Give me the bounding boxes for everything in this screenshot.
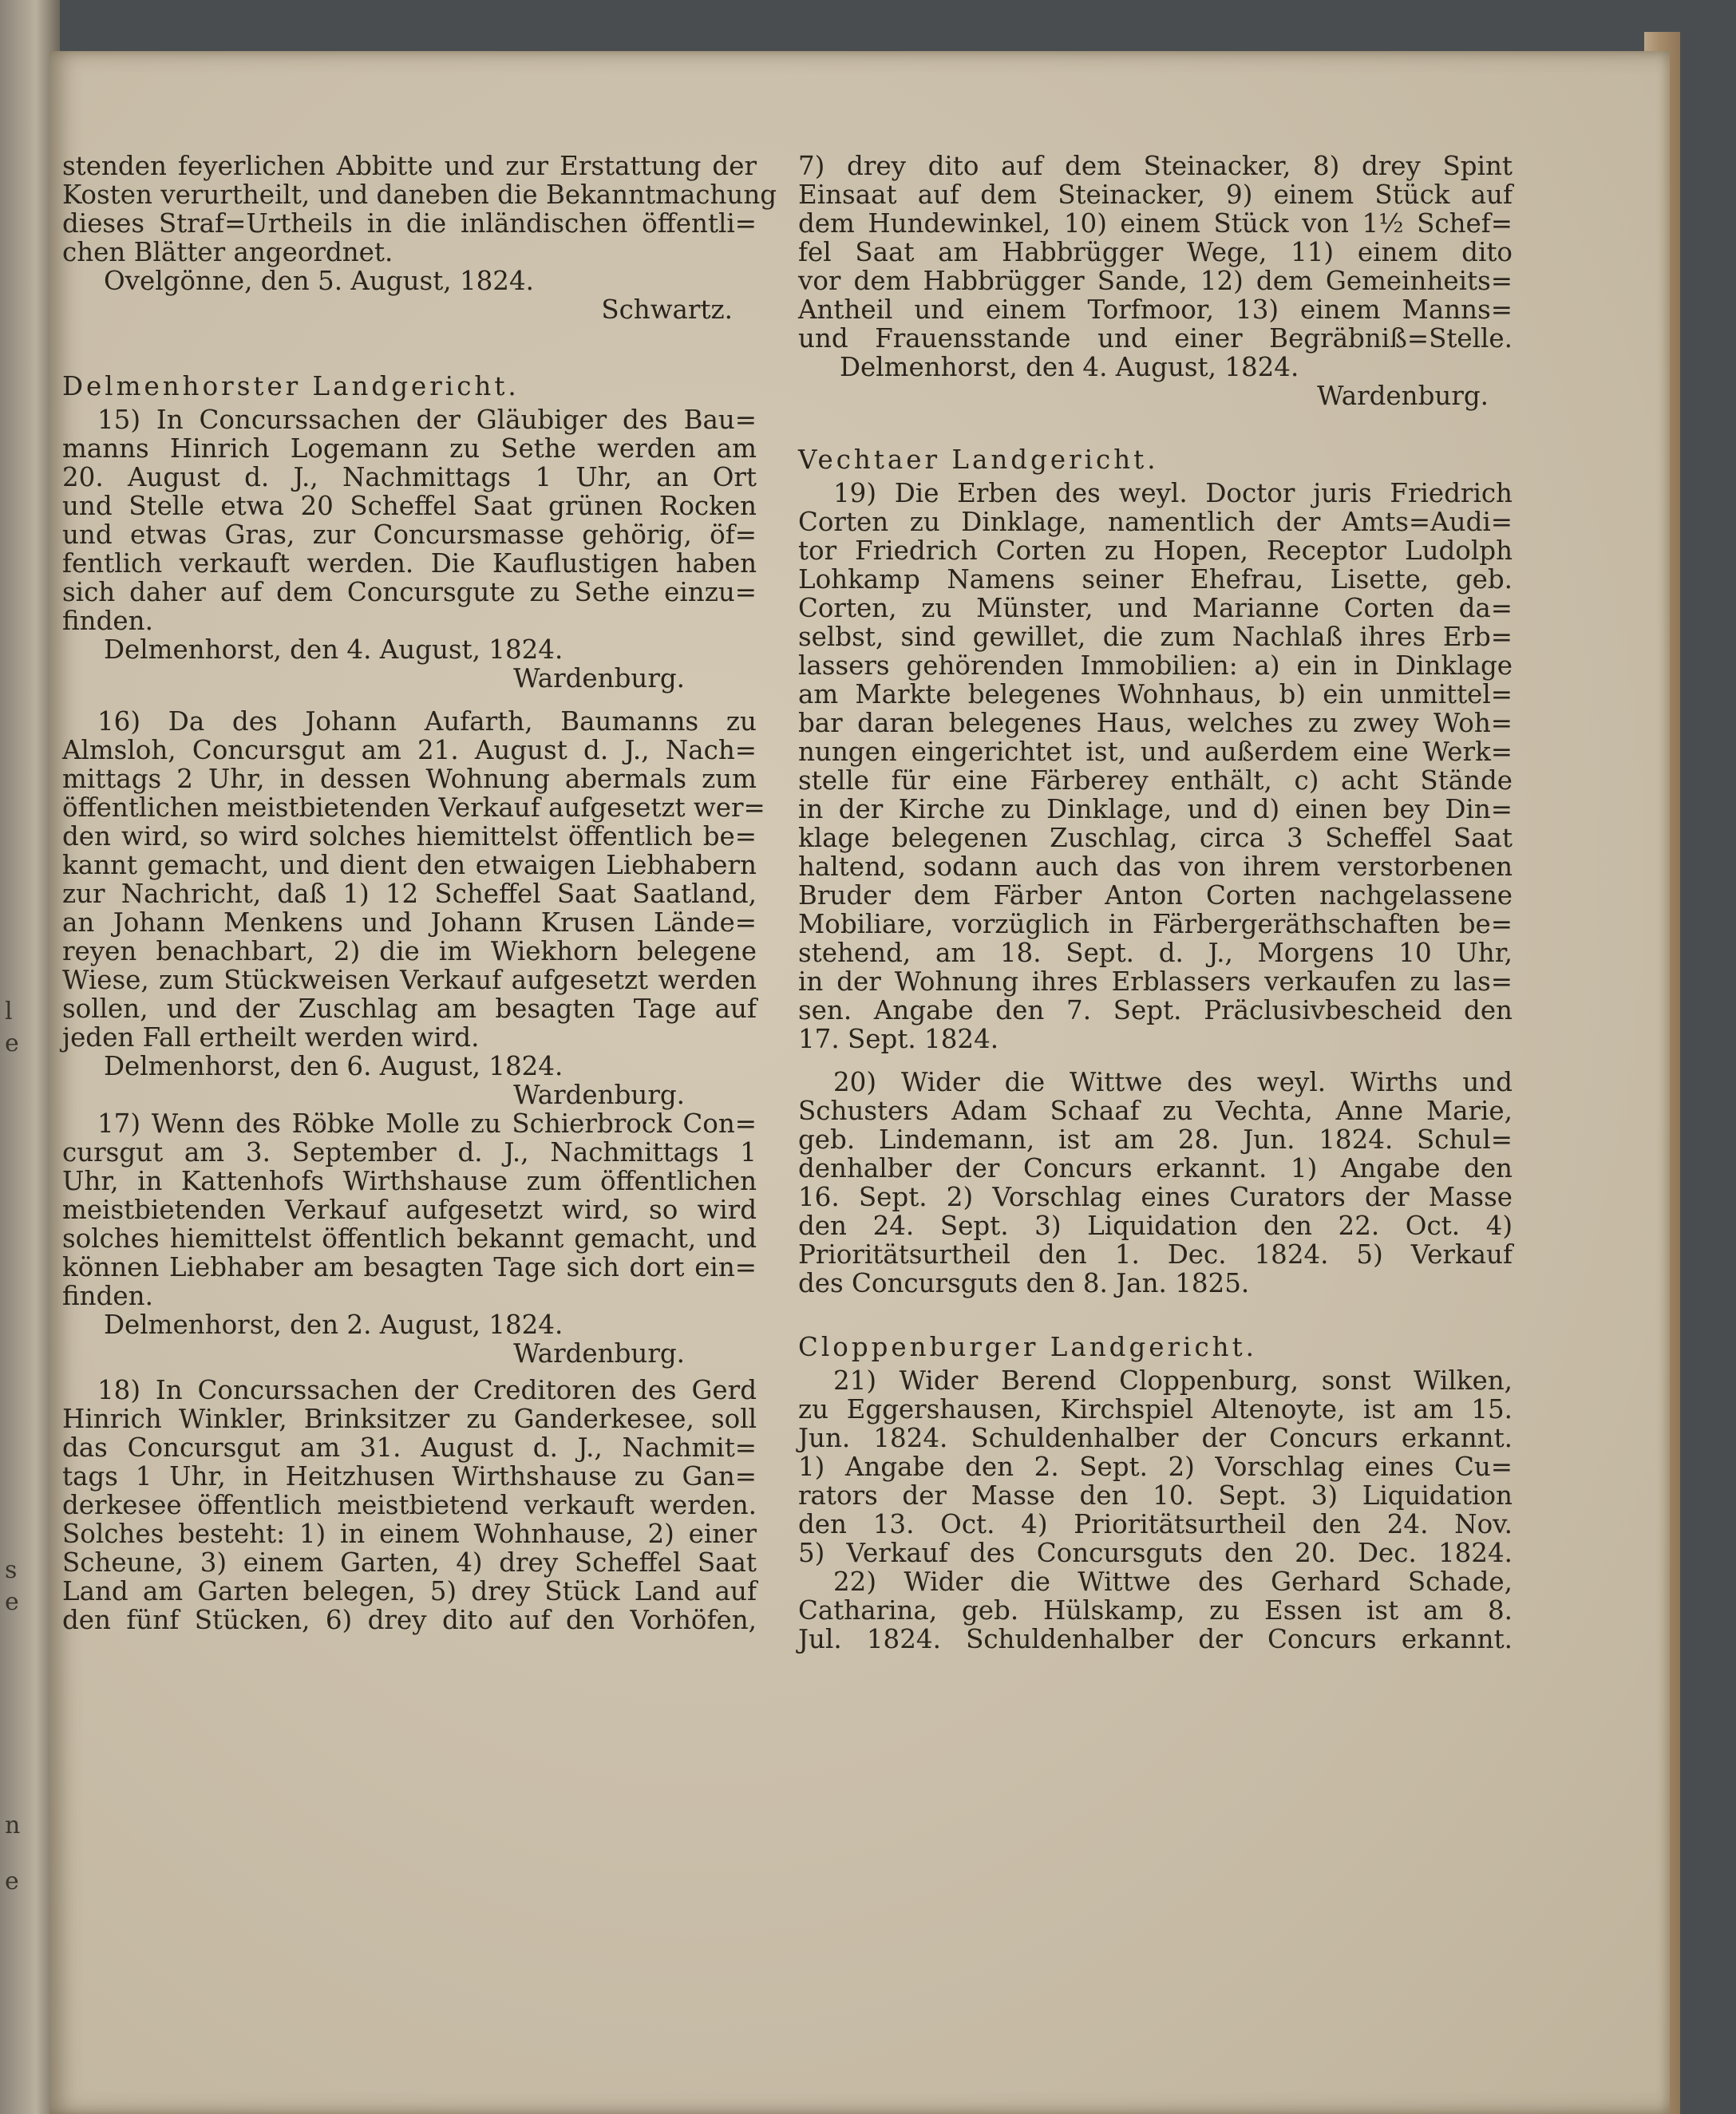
text-line: haltend, sodann auch das von ihrem verstorbenen [798,852,1513,882]
text-line: sollen, und der Zuschlag am besagten Tage auf [62,994,757,1024]
text-line: Prioritätsurtheil den 1. Dec. 1824. 5) Verkauf [798,1239,1513,1270]
text-line: jeden Fall ertheilt werden wird. [62,1022,480,1053]
notice-16 [62,706,765,1053]
text-line: 15) In Concurssachen der Gläubiger des Bau= [97,405,757,435]
text-line: Wiese, zum Stückweisen Verkauf aufgesetzt werden [62,965,757,995]
text-line: zur Nachricht, daß 1) 12 Scheffel Saat Saatland, [62,879,757,909]
text-line: stenden feyerlichen Abbitte und zur Erstattung der [62,151,757,181]
signature: Wardenburg. [1317,381,1489,411]
court-heading: Delmenhorster Landgericht. [62,371,520,401]
text-line: 20. August d. J., Nachmittags 1 Uhr, an Ort [62,462,757,492]
facing-page-fragment: e [5,1588,19,1616]
text-line: 5) Verkauf des Concursguts den 20. Dec. 1824. [798,1538,1513,1568]
text-line: geb. Lindemann, ist am 28. Jun. 1824. Schul= [798,1124,1513,1155]
text-line: reyen benachbart, 2) die im Wiekhorn belegene [62,936,757,966]
text-line: 1) Angabe den 2. Sept. 2) Vorschlag eines Cu= [798,1452,1513,1482]
text-line: Almsloh, Concursgut am 21. August d. J., Nach= [62,735,757,765]
text-line: können Liebhaber am besagten Tage sich dort ein= [62,1252,757,1282]
text-line: 16) Da des Johann Aufarth, Baumanns zu [97,706,757,737]
facing-page-fragment: s [5,1556,18,1584]
signature: Wardenburg. [513,1080,685,1110]
text-line: Hinrich Winkler, Brinksitzer zu Ganderkesee, soll [62,1404,757,1434]
text-line: denhalber der Concurs erkannt. 1) Angabe den [798,1153,1513,1183]
text-line: mittags 2 Uhr, in dessen Wohnung abermals zum [62,764,757,794]
text-line: und Frauensstande und einer Begräbniß=Stelle. [798,323,1513,354]
text-line: den wird, so wird solches hiemittelst öffentlich be= [62,821,757,852]
text-line: stehend, am 18. Sept. d. J., Morgens 10 Uhr, [798,938,1513,968]
text-line: sich daher auf dem Concursgute zu Sethe einzu= [62,577,757,607]
text-line: Uhr, in Kattenhofs Wirthshause zum öffentlichen [62,1166,757,1196]
notice-20 [798,1068,1513,1298]
text-line: Jul. 1824. Schuldenhalber der Concurs erkannt. [798,1624,1513,1654]
text-line: Mobiliare, vorzüglich in Färbergeräthschaften be= [798,909,1513,939]
text-line: fentlich verkauft werden. Die Kauflustigen haben [62,548,757,579]
text-line: Kosten verurtheilt, und daneben die Bekanntmachung [62,180,777,210]
text-line: zu Eggershausen, Kirchspiel Altenoyte, ist am 15. [798,1394,1513,1424]
text-line: Solches besteht: 1) in einem Wohnhause, 2) einer [62,1519,757,1549]
text-line: 7) drey dito auf dem Steinacker, 8) drey Spint [798,151,1513,181]
text-line: sen. Angabe den 7. Sept. Präclusivbescheid den [798,995,1513,1025]
text-line: vor dem Habbrügger Sande, 12) dem Gemeinheits= [798,266,1513,296]
text-line: klage belegenen Zuschlag, circa 3 Scheffel Saat [798,823,1513,853]
text-line: manns Hinrich Logemann zu Sethe werden am [62,433,757,464]
text-line: meistbietenden Verkauf aufgesetzt wird, so wird [62,1195,757,1225]
text-line: chen Blätter angeordnet. [62,237,393,267]
text-line: Scheune, 3) einem Garten, 4) drey Scheffel Saat [62,1547,757,1578]
notice-17 [62,1109,757,1310]
text-line: selbst, sind gewillet, die zum Nachlaß ihres Erb= [798,622,1513,652]
text-line: an Johann Menkens und Johann Krusen Lände= [62,907,757,938]
text-line: Corten, zu Münster, und Marianne Corten da= [798,593,1513,623]
text-line: öffentlichen meistbietenden Verkauf aufgesetzt wer= [62,792,765,823]
dateline: Delmenhorst, den 4. August, 1824. [840,352,1299,382]
text-line: Corten zu Dinklage, namentlich der Amts=Audi= [798,507,1513,537]
text-line: Lohkamp Namens seiner Ehefrau, Lisette, geb. [798,564,1513,595]
text-line: dem Hundewinkel, 10) einem Stück von 1½ Schef= [798,208,1513,239]
signature: Schwartz. [601,294,733,325]
left-top-paragraph [62,151,777,267]
text-line: den fünf Stücken, 6) drey dito auf den Vorhöfen, [62,1605,757,1635]
notice-22 [798,1567,1513,1654]
notice-19 [798,479,1513,1053]
dateline: Delmenhorst, den 6. August, 1824. [104,1051,564,1081]
dateline: Ovelgönne, den 5. August, 1824. [104,266,534,296]
text-line: rators der Masse den 10. Sept. 3) Liquidation [798,1480,1513,1511]
facing-page-fragment: n [5,1812,21,1839]
text-line: in der Wohnung ihres Erblassers verkaufen zu las= [798,966,1513,997]
text-line: Jun. 1824. Schuldenhalber der Concurs erkannt. [798,1423,1513,1453]
text-line: am Markte belegenes Wohnhaus, b) ein unmittel= [798,679,1513,709]
text-line: des Concursguts den 8. Jan. 1825. [798,1268,1250,1298]
text-line: und etwas Gras, zur Concursmasse gehörig, öf= [62,520,757,550]
text-line: das Concursgut am 31. August d. J., Nachmit= [62,1432,757,1463]
text-line: in der Kirche zu Dinklage, und d) einen bey Din= [798,794,1513,824]
text-line: tor Friedrich Corten zu Hopen, Receptor Ludolph [798,535,1513,566]
text-line: 17. Sept. 1824. [798,1024,999,1054]
facing-page-fragment: l [5,998,13,1025]
text-line: 18) In Concurssachen der Creditoren des Gerd [97,1375,757,1405]
text-line: Einsaat auf dem Steinacker, 9) einem Stück auf [798,180,1513,210]
court-heading: Cloppenburger Landgericht. [798,1332,1257,1362]
text-line: kannt gemacht, und dient den etwaigen Liebhabern [62,850,757,880]
notice-18 [62,1376,757,1634]
text-line: 16. Sept. 2) Vorschlag eines Curators der Masse [798,1182,1513,1212]
text-line: bar daran belegenes Haus, welches zu zwey Woh= [798,708,1513,738]
text-line: den 24. Sept. 3) Liquidation den 22. Oct. 4) [798,1211,1513,1241]
facing-page-fragment: e [5,1029,19,1057]
signature: Wardenburg. [513,663,685,693]
text-line: cursgut am 3. September d. J., Nachmittags 1 [62,1137,757,1168]
text-line: den 13. Oct. 4) Prioritätsurtheil den 24. Nov. [798,1509,1513,1539]
text-line: dieses Straf=Urtheils in die inländischen öffentli= [62,208,757,239]
text-line: Antheil und einem Torfmoor, 13) einem Manns= [798,294,1513,325]
dateline: Delmenhorst, den 4. August, 1824. [104,634,564,665]
text-line: Catharina, geb. Hülskamp, zu Essen ist am 8. [798,1595,1513,1626]
text-line: stelle für eine Färberey enthält, c) acht Stände [798,765,1513,796]
text-line: tags 1 Uhr, in Heitzhusen Wirthshause zu Gan= [62,1461,757,1492]
text-line: lassers gehörenden Immobilien: a) ein in Dinklage [798,650,1513,681]
text-line: Bruder dem Färber Anton Corten nachgelassene [798,880,1513,911]
text-line: Land am Garten belegen, 5) drey Stück Land auf [62,1576,757,1606]
notice-15 [62,405,757,635]
right-top-paragraph [798,152,1513,353]
text-line: finden. [62,1281,153,1311]
notice-21 [798,1366,1513,1567]
text-line: 20) Wider die Wittwe des weyl. Wirths und [833,1067,1513,1097]
court-heading: Vechtaer Landgericht. [798,445,1159,475]
text-line: und Stelle etwa 20 Scheffel Saat grünen Rocken [62,491,757,521]
text-line: solches hiemittelst öffentlich bekannt gemacht, und [62,1223,757,1254]
text-line: finden. [62,606,153,636]
right-column [798,152,1513,1654]
dateline: Delmenhorst, den 2. August, 1824. [104,1310,564,1340]
facing-page-fragment: e [5,1867,19,1895]
text-line: 22) Wider die Wittwe des Gerhard Schade, [833,1567,1513,1597]
text-line: nungen eingerichtet ist, und außerdem eine Werk= [798,737,1513,767]
text-line: Schusters Adam Schaaf zu Vechta, Anne Marie, [798,1096,1513,1126]
text-line: 19) Die Erben des weyl. Doctor juris Friedrich [833,478,1513,508]
text-line: 21) Wider Berend Cloppenburg, sonst Wilken, [833,1365,1513,1396]
text-line: fel Saat am Habbrügger Wege, 11) einem dito [798,237,1513,267]
signature: Wardenburg. [513,1338,685,1369]
text-line: 17) Wenn des Röbke Molle zu Schierbrock Con= [97,1108,757,1139]
left-column [62,151,777,1635]
text-line: derkesee öffentlich meistbietend verkauft werden. [62,1490,757,1520]
